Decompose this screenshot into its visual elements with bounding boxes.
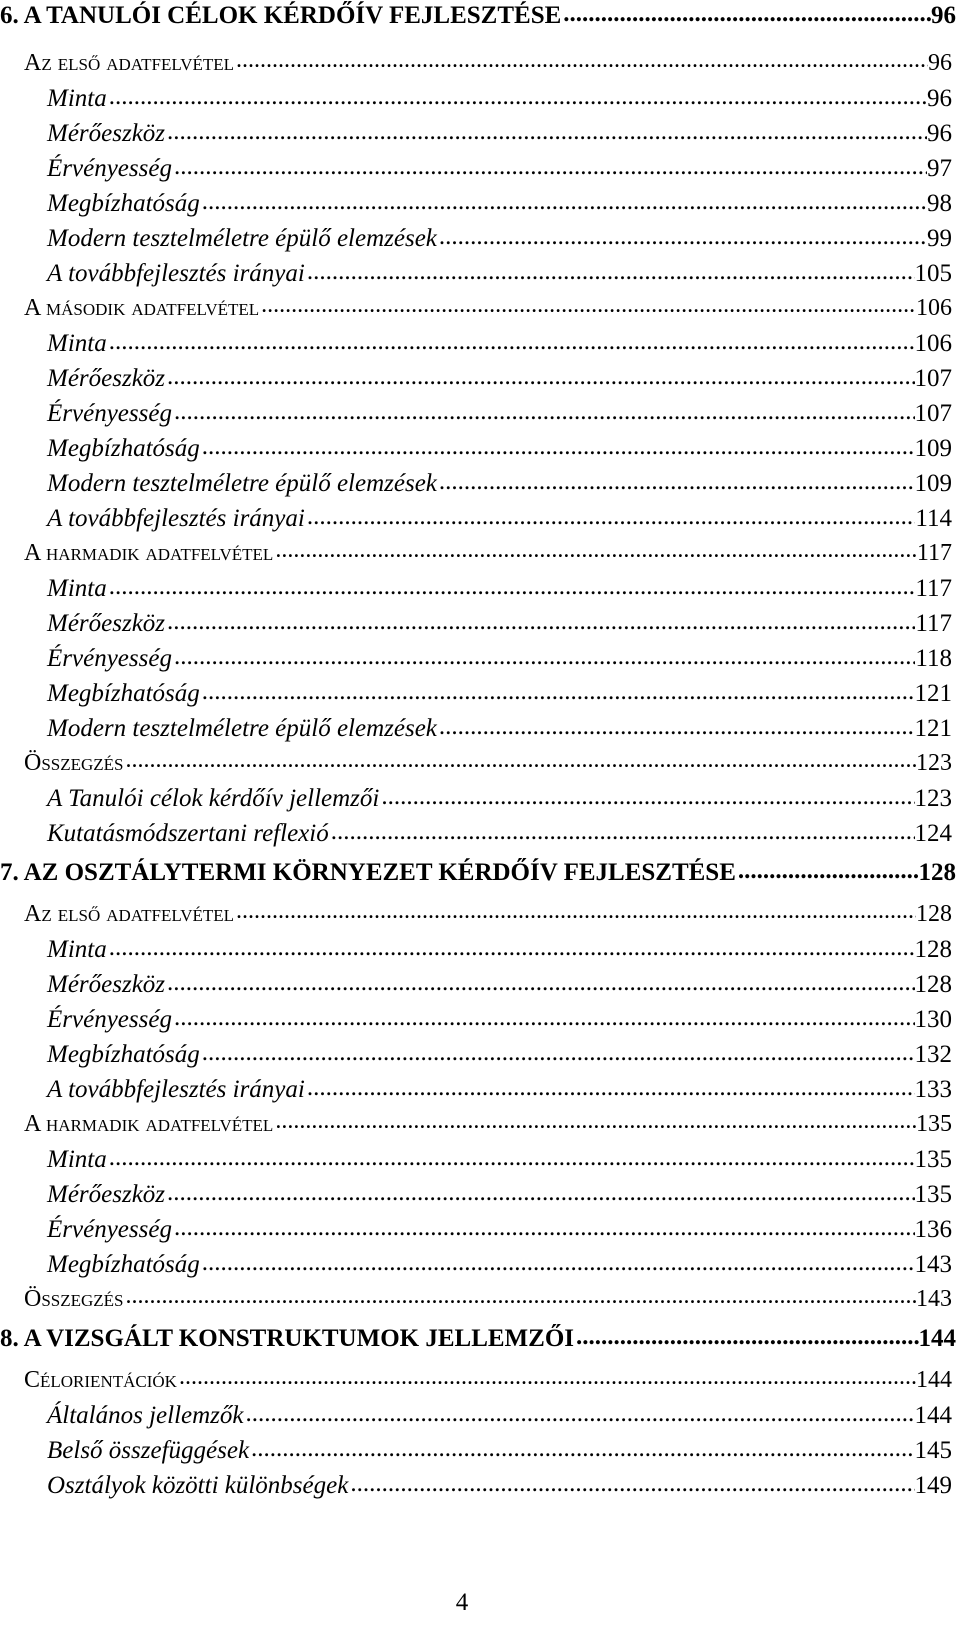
dot-leader <box>437 221 927 246</box>
toc-entry-page: 121 <box>914 680 952 707</box>
toc-entry-sub[interactable] <box>47 571 952 604</box>
dot-leader <box>244 1398 915 1423</box>
toc-entry-title: Minta <box>47 575 107 602</box>
toc-entry-title: A továbbfejlesztés irányai <box>47 505 305 532</box>
dot-leader <box>107 81 927 106</box>
dot-leader <box>305 501 916 526</box>
toc-entry-title: A továbbfejlesztés irányai <box>47 260 305 287</box>
toc-entry-title: A harmadik adatfelvétel <box>24 540 274 566</box>
toc-entry-sub[interactable] <box>47 781 952 814</box>
dot-leader <box>329 816 915 841</box>
dot-leader <box>172 1002 915 1027</box>
toc-entry-sub[interactable] <box>47 501 952 534</box>
toc-entry-title: Minta <box>47 330 107 357</box>
toc-entry-title: A második adatfelvétel <box>24 295 260 321</box>
toc-entry-page: 121 <box>914 715 952 742</box>
toc-entry-title: Minta <box>47 85 107 112</box>
toc-entry-sub[interactable] <box>47 711 952 744</box>
dot-leader <box>107 932 915 957</box>
toc-entry-sub[interactable] <box>47 1142 952 1175</box>
dot-leader <box>177 1363 916 1387</box>
dot-leader <box>165 606 915 631</box>
toc-entry-page: 96 <box>931 2 956 29</box>
toc-entry-sub[interactable] <box>47 676 952 709</box>
toc-entry-title: 7. AZ OSZTÁLYTERMI KÖRNYEZET KÉRDŐÍV FEJLESZTÉSE <box>0 859 736 886</box>
toc-entry-sub[interactable] <box>47 967 952 1000</box>
dot-leader <box>273 536 917 560</box>
toc-entry-title: Mérőeszköz <box>47 365 166 392</box>
toc-entry-sub[interactable] <box>47 1247 952 1280</box>
toc-entry-page: 117 <box>915 575 952 602</box>
toc-entry-page: 143 <box>916 1286 952 1312</box>
toc-entry-page: 123 <box>916 750 952 776</box>
toc-entry-title: Megbízhatóság <box>47 1041 200 1068</box>
toc-entry-sub[interactable] <box>47 1037 952 1070</box>
dot-leader <box>234 897 916 921</box>
toc-entry-sub[interactable] <box>47 641 952 674</box>
toc-entry-page: 136 <box>914 1216 952 1243</box>
dot-leader <box>348 1468 914 1493</box>
toc-entry-title: 8. A VIZSGÁLT KONSTRUKTUMOK JELLEMZŐI <box>0 1325 574 1352</box>
toc-entry-title: Érvényesség <box>47 1216 172 1243</box>
toc-entry-page: 133 <box>914 1076 952 1103</box>
dot-leader <box>165 967 914 992</box>
toc-entry-page: 106 <box>914 330 952 357</box>
toc-entry-title: Modern tesztelméletre épülő elemzések <box>47 715 437 742</box>
dot-leader <box>165 1177 914 1202</box>
toc-entry-title: Osztályok közötti különbségek <box>47 1472 349 1499</box>
dot-leader <box>305 256 915 281</box>
dot-leader <box>259 291 916 315</box>
toc-entry-title: Összegzés <box>24 1286 124 1312</box>
toc-entry-title: Megbízhatóság <box>47 190 200 217</box>
toc-entry-page: 96 <box>927 85 952 112</box>
toc-entry-sub[interactable] <box>47 466 952 499</box>
toc-entry-sub[interactable] <box>47 1072 952 1105</box>
toc-entry-sub[interactable] <box>47 1177 952 1210</box>
dot-leader <box>561 0 931 23</box>
toc-entry-title: A Tanulói célok kérdőív jellemzői <box>47 785 380 812</box>
toc-entry-sub[interactable] <box>47 816 952 849</box>
toc-entry-sub[interactable] <box>47 221 952 254</box>
toc-entry-section[interactable] <box>24 1363 952 1395</box>
dot-leader <box>234 46 928 70</box>
toc-entry-page: 117 <box>916 540 952 566</box>
toc-entry-sub[interactable] <box>47 396 952 429</box>
toc-entry-title: Célorientációk <box>24 1367 177 1393</box>
toc-entry-title: Az első adatfelvétel <box>24 901 235 927</box>
dot-leader <box>437 711 915 736</box>
dot-leader <box>107 1142 915 1167</box>
page-number: 4 <box>455 1589 469 1616</box>
dot-leader <box>172 396 915 421</box>
toc-entry-sub[interactable] <box>47 81 952 114</box>
toc-entry-title: A harmadik adatfelvétel <box>24 1111 274 1137</box>
toc-entry-title: Az első adatfelvétel <box>24 50 235 76</box>
toc-entry-page: 135 <box>916 1111 952 1137</box>
toc-entry-sub[interactable] <box>47 1002 952 1035</box>
toc-entry-page: 96 <box>927 120 952 147</box>
toc-entry-page: 144 <box>918 1325 956 1352</box>
toc-entry-sub[interactable] <box>47 151 952 184</box>
toc-entry-page: 149 <box>914 1472 952 1499</box>
dot-leader <box>736 855 919 880</box>
toc-entry-title: Mérőeszköz <box>47 971 166 998</box>
toc-entry-page: 128 <box>914 971 952 998</box>
dot-leader <box>574 1321 919 1346</box>
toc-entry-title: Mérőeszköz <box>47 1181 166 1208</box>
dot-leader <box>107 326 915 351</box>
toc-entry-title: Érvényesség <box>47 645 172 672</box>
toc-entry-title: Érvényesség <box>47 400 172 427</box>
toc-entry-page: 130 <box>914 1006 952 1033</box>
toc-entry-title: Összegzés <box>24 750 124 776</box>
dot-leader <box>165 116 927 141</box>
toc-entry-title: Megbízhatóság <box>47 680 200 707</box>
dot-leader <box>379 781 914 806</box>
toc-entry-page: 128 <box>914 936 952 963</box>
dot-leader <box>172 151 927 176</box>
toc-entry-section[interactable] <box>24 746 952 778</box>
toc-entry-page: 144 <box>914 1402 952 1429</box>
toc-entry-sub[interactable] <box>47 326 952 359</box>
toc-entry-page: 135 <box>914 1181 952 1208</box>
dot-leader <box>172 641 915 666</box>
toc-entry-section[interactable] <box>24 291 952 323</box>
toc-entry-sub[interactable] <box>47 1468 952 1501</box>
dot-leader <box>200 1247 915 1272</box>
toc-entry-section[interactable] <box>24 897 952 929</box>
toc-entry-page: 117 <box>915 610 952 637</box>
toc-entry-title: Mérőeszköz <box>47 610 166 637</box>
toc-entry-page: 106 <box>916 295 952 321</box>
toc-entry-page: 97 <box>927 155 952 182</box>
toc-entry-sub[interactable] <box>47 116 952 149</box>
toc-entry-page: 96 <box>928 50 952 76</box>
toc-entry-title: Általános jellemzők <box>47 1402 244 1429</box>
toc-entry-title: Modern tesztelméletre épülő elemzések <box>47 225 437 252</box>
dot-leader <box>124 746 916 770</box>
toc-entry-page: 118 <box>915 645 952 672</box>
toc-entry-page: 109 <box>914 470 952 497</box>
dot-leader <box>437 466 915 491</box>
toc-entry-title: Kutatásmódszertani reflexió <box>47 820 329 847</box>
toc-entry-title: Modern tesztelméletre épülő elemzések <box>47 470 437 497</box>
dot-leader <box>124 1282 916 1306</box>
toc-entry-sub[interactable] <box>47 1212 952 1245</box>
dot-leader <box>165 361 914 386</box>
toc-entry-page: 128 <box>916 901 952 927</box>
toc-entry-sub[interactable] <box>47 186 952 219</box>
toc-entry-sub[interactable] <box>47 431 952 464</box>
toc-entry-sub[interactable] <box>47 256 952 289</box>
toc-entry-page: 98 <box>927 190 952 217</box>
toc-entry-title: Érvényesség <box>47 155 172 182</box>
dot-leader <box>172 1212 915 1237</box>
toc-entry-page: 144 <box>916 1367 952 1393</box>
toc-entry-sub[interactable] <box>47 932 952 965</box>
dot-leader <box>200 1037 915 1062</box>
toc-entry-title: Megbízhatóság <box>47 1251 200 1278</box>
toc-entry-sub[interactable] <box>47 606 952 639</box>
toc-entry-page: 135 <box>914 1146 952 1173</box>
toc-entry-section[interactable] <box>24 1107 952 1139</box>
toc-entry-page: 123 <box>914 785 952 812</box>
dot-leader <box>200 676 915 701</box>
toc-entry-section[interactable] <box>24 536 952 568</box>
toc-entry-section[interactable] <box>24 46 952 78</box>
toc-entry-page: 145 <box>914 1437 952 1464</box>
dot-leader <box>273 1107 916 1131</box>
toc-entry-chapter[interactable] <box>0 855 956 888</box>
dot-leader <box>200 431 915 456</box>
toc-entry-sub[interactable] <box>47 1433 952 1466</box>
toc-entry-chapter[interactable] <box>0 0 956 31</box>
toc-entry-page: 124 <box>914 820 952 847</box>
dot-leader <box>249 1433 914 1458</box>
toc-entry-title: Belső összefüggések <box>47 1437 250 1464</box>
dot-leader <box>200 186 927 211</box>
toc-entry-title: Minta <box>47 1146 107 1173</box>
toc-entry-title: Minta <box>47 936 107 963</box>
toc-entry-title: A továbbfejlesztés irányai <box>47 1076 305 1103</box>
dot-leader <box>107 571 916 596</box>
toc-entry-chapter[interactable] <box>0 1321 956 1354</box>
toc-entry-page: 114 <box>915 505 952 532</box>
toc-entry-title: Érvényesség <box>47 1006 172 1033</box>
toc-entry-title: Megbízhatóság <box>47 435 200 462</box>
toc-entry-page: 109 <box>914 435 952 462</box>
toc-entry-section[interactable] <box>24 1282 952 1314</box>
toc-entry-page: 105 <box>914 260 952 287</box>
toc-entry-page: 99 <box>927 225 952 252</box>
toc-entry-page: 128 <box>918 859 956 886</box>
toc-entry-sub[interactable] <box>47 361 952 394</box>
toc-entry-page: 143 <box>914 1251 952 1278</box>
toc-entry-title: Mérőeszköz <box>47 120 166 147</box>
toc-entry-page: 107 <box>914 400 952 427</box>
toc-entry-title: 6. A TANULÓI CÉLOK KÉRDŐÍV FEJLESZTÉSE <box>0 2 562 29</box>
dot-leader <box>305 1072 915 1097</box>
toc-entry-page: 132 <box>914 1041 952 1068</box>
toc-entry-page: 107 <box>914 365 952 392</box>
toc-entry-sub[interactable] <box>47 1398 952 1431</box>
